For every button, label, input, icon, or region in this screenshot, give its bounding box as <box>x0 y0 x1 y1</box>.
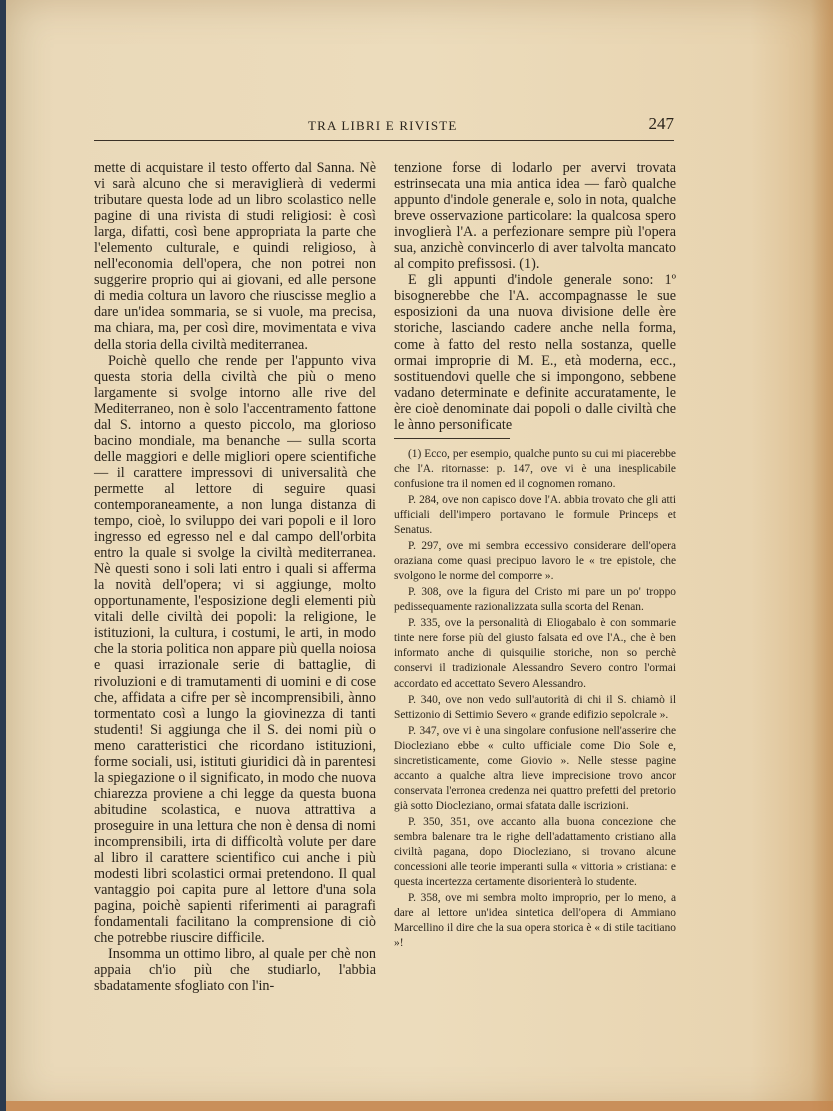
footnote: P. 335, ove la personalità di Eliogabalo è con sommarie tinte nere forse più del giusto falsata ed ove l'A., che è ben informato anche di quisquilie storiche, non so perchè conservi il tradizionale Alessandro Severo contro l'ormai accordato ed accettato Severo Alessandro. <box>394 617 676 690</box>
paragraph: tenzione forse di lodarlo per avervi trovata estrinsecata una mia antica idea — farò qualche appunto d'indole generale e, solo in nota, qualche breve osservazione particolare: la qualcosa spero invoglierà l'A. a perfezionare sempre più l'opera sua, anzichè convincerlo di aver talvolta mancato al compito prefissosi. (1). <box>394 160 676 273</box>
paragraph: Insomma un ottimo libro, al quale per chè non appaia ch'io più che studiarlo, l'abbia sbadatamente sfogliato con l'in- <box>94 946 376 995</box>
running-title: TRA LIBRI E RIVISTE <box>308 118 458 133</box>
paragraph: E gli appunti d'indole generale sono: 1º bisognerebbe che l'A. accompagnasse le sue esposizioni da una nuova divisione delle ère storiche, lasciando cadere anche nella forma, come à fatto del resto nella sostanza, quelle ormai improprie di M. E., età moderna, ecc., sostituendovi quelle che si impongono, sebbene vadano determinate e definite accuratamente, le ère cioè denominate dai popoli o dalle civiltà che le ànno personificate <box>394 272 676 433</box>
book-page <box>6 0 833 1111</box>
footnote: P. 350, 351, ove accanto alla buona concezione che sembra balenare tra le righe dell'adattamento cristiano alla civiltà pagana, dopo Diocleziano, si trovano alcune concessioni alle teorie imperanti sulla « vittoria » cristiana: e questa incertezza certamente disorienterà lo studente. <box>394 815 676 889</box>
page-bottom-edge <box>6 1101 833 1111</box>
page-number: 247 <box>648 114 674 133</box>
footnote: P. 284, ove non capisco dove l'A. abbia trovato che gli atti ufficiali dell'impero portavano le formule Princeps et Senatus. <box>394 493 676 537</box>
footnote-divider <box>394 438 510 439</box>
footnote: P. 297, ove mi sembra eccessivo considerare dell'opera oraziana come quasi precipuo lavoro le « tre epistole, che svolgono le norme del comporre ». <box>394 540 676 583</box>
footnote: P. 308, ove la figura del Cristo mi pare un po' troppo pedissequamente razionalizzata sulla scorta del Renan. <box>394 586 676 614</box>
paragraph: Poichè quello che rende per l'appunto viva questa storia della civiltà che più o meno largamente si svolge intorno alle rive del Mediterraneo, non è solo l'accentramento fattone dal S. intorno a questo piccolo, ma glorioso bacino mondiale, ma benanche — sulla scorta delle maggiori e delle migliori opere scientifiche — il carattere impressovi di universalità che permette al lettore di seguire quasi contemporaneamente, a non lunga distanza di tempo, cioè, lo sviluppo dei vari popoli e il loro ingresso ed egresso nel e dal campo dell'orbita entro la quale si svolge la civiltà mediterranea. Nè questi sono i soli lati entro i quali si afferma la novità dell'opera; vi si aggiunge, molto opportunamente, l'esposizione degli elementi più vitali delle civiltà dei popoli: la religione, le istituzioni, la cultura, i costumi, le arti, in modo che la storia politica non appare più quella noiosa e quasi irrazionale serie di battaglie, di rivoluzioni e di tramutamenti di uomini e di cose che, affidata a cifre per sè incomprensibili, ànno tormentato così a lungo la giovinezza di tanti studenti! Si aggiunga che il S. dei nomi più o meno caratteristici che ricordano istituzioni, forme sociali, usi, istituti giuridici dà in parentesi la spiegazione o il significato, in modo che nuova chiarezza proviene a chi legge da questa buona abitudine scolastica, e nuova attrattiva a proseguire in una lettura che non è densa di nomi incomprensibili, irta di difficoltà volute per dare al libro il carattere scientifico cui anche i più modesti libri scolastici ormai pretendono. Il qual vantaggio poi capita pure al lettore d'una sola pagina, poichè sapienti riferimenti ai paragrafi fondamentali facilitano la comprensione di ciò che potrebbe riuscire difficile. <box>94 352 376 947</box>
paragraph: mette di acquistare il testo offerto dal Sanna. Nè vi sarà alcuno che si meraviglierà di vedermi tributare questa lode ad un libro scolastico nelle pagine di una rivista di studi religiosi: è così larga, difatti, così bene appropriata la parte che l'elemento culturale, e quindi religioso, à nell'economia dell'opera, che non potrei non suggerire proprio qui ai giovani, ed alle persone di media coltura un lavoro che riuscisse meglio a dare un'idea sommaria, se si vuole, ma precisa, ma chiara, ma, per così dire, movimentata e viva della storia della civiltà mediterranea. <box>94 160 376 353</box>
page-header <box>94 112 674 141</box>
footnote: P. 358, ove mi sembra molto improprio, per lo meno, a dare al lettore un'idea sintetica dell'opera di Ammiano Marcellino il dire che la sua opera storica è « di stile tacitiano »! <box>394 892 676 950</box>
left-column <box>94 160 376 994</box>
right-column <box>394 160 676 952</box>
footnote: (1) Ecco, per esempio, qualche punto su cui mi piacerebbe che l'A. ritornasse: p. 147, ove vi è una inesplicabile confusione tra il nomen ed il cognomen romano. <box>394 447 676 490</box>
footnote: P. 340, ove non vedo sull'autorità di chi il S. chiamò il Settizonio di Settimio Severo « grande edifizio sepolcrale ». <box>394 693 676 721</box>
footnote: P. 347, ove vi è una singolare confusione nell'asserire che Diocleziano ebbe « culto ufficiale come Dio Sole e, sincretisticamente, come Giovio ». Nelle stesse pagine accanto a qualche altra lieve imprecisione trovo ancor conservata l'erronea credenza nei quattro prefetti del pretorio già sotto Diocleziano, ormai sfatata dalle iscrizioni. <box>394 724 676 812</box>
footnotes <box>394 447 676 952</box>
